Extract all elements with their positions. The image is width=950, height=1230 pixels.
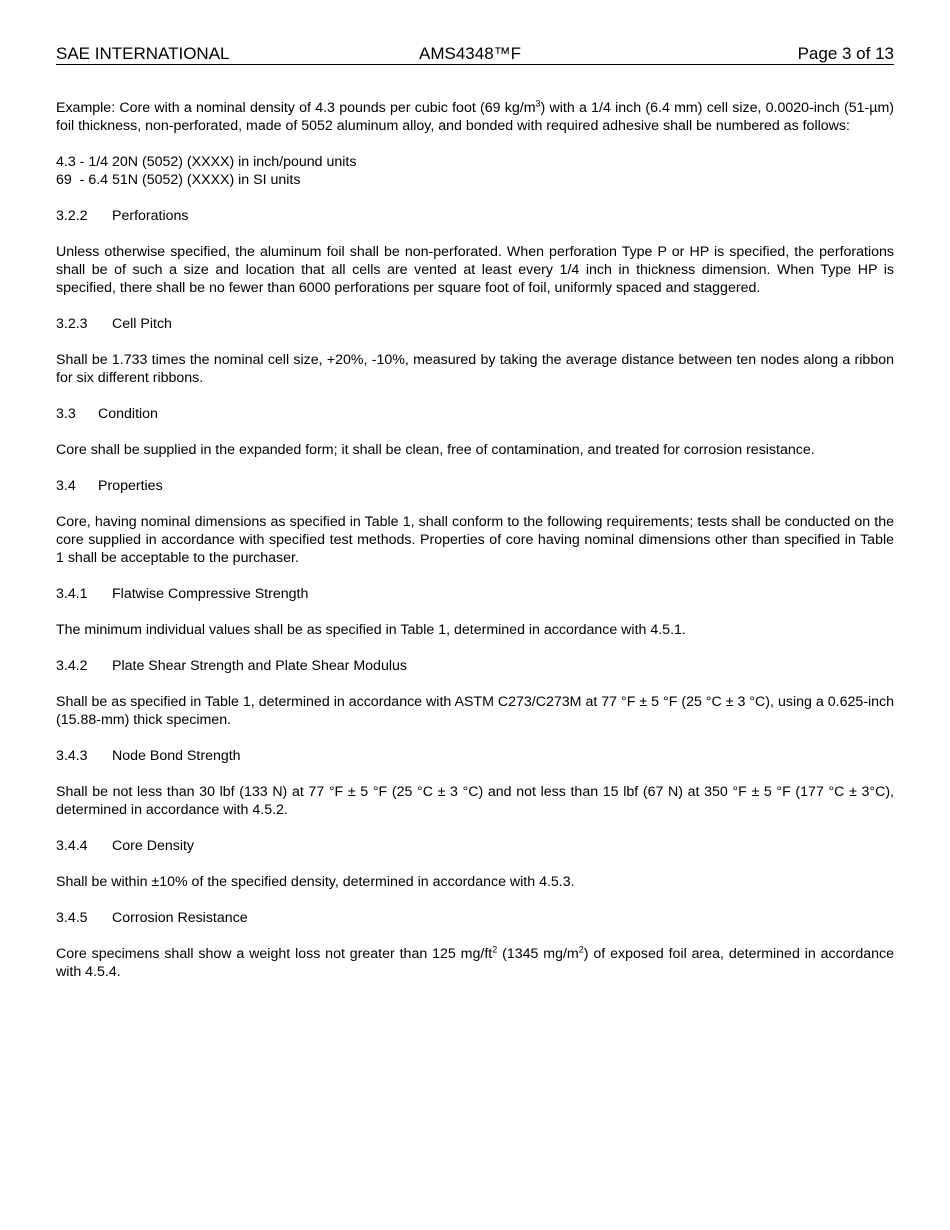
section-heading-3-4: 3.4 Properties [56,478,163,494]
page-header [56,44,894,65]
header-document-id: AMS4348™F [419,44,522,63]
section-body-3-3: Core shall be supplied in the expanded form; it shall be clean, free of contamination, and treated for corrosion resistance. [56,442,815,458]
section-heading-3-3: 3.3 Condition [56,406,158,422]
section-body-3-2-2: Unless otherwise specified, the aluminum foil shall be non-perforated. When perforation Type P or HP is specified, the perforations shall be of such a size and location that all cells are vented at least every 1/4 inch in thickness dimension. When Type HP is specified, there shall be no fewer than 6000 perforations per square foot of foil, uniformly spaced and staggered. [56,244,894,296]
header-organization: SAE INTERNATIONAL [56,44,230,63]
example-line-si: 69 - 6.4 51N (5052) (XXXX) in SI units [56,172,301,188]
section-body-3-4: Core, having nominal dimensions as specified in Table 1, shall conform to the following requirements; tests shall be conducted on the core supplied in accordance with specified test methods. Properties of core having nominal dimensions other than specified in Table 1 shall be acceptable to the purchaser. [56,514,894,566]
section-heading-3-2-3: 3.2.3 Cell Pitch [56,316,172,332]
section-heading-3-4-2: 3.4.2 Plate Shear Strength and Plate Shear Modulus [56,658,407,674]
section-body-3-4-1: The minimum individual values shall be as specified in Table 1, determined in accordance with 4.5.1. [56,622,686,638]
section-body-3-4-3: Shall be not less than 30 lbf (133 N) at 77 °F ± 5 °F (25 °C ± 3 °C) and not less than 15 lbf (67 N) at 350 °F ± 5 °F (177 °C ± 3°C), determined in accordance with 4.5.2. [56,784,894,818]
example-paragraph: Example: Core with a nominal density of 4.3 pounds per cubic foot (69 $kg/m^3$) with a 1/4 inch (6.4 mm) cell size, 0.0020-inch (51-µm) foil thickness, non-perforated, made of 5052 aluminum alloy, and bonded with required adhesive shall be numbered as follows: [56,98,894,134]
section-heading-3-4-5: 3.4.5 Corrosion Resistance [56,910,248,926]
page-content [56,99,894,981]
header-page-number: Page 3 of 13 [797,44,894,63]
section-heading-3-4-3: 3.4.3 Node Bond Strength [56,748,241,764]
section-body-3-4-5: Core specimens shall show a weight loss not greater than 125 $mg/ft^2$ (1345 $mg/m^2$) of exposed foil area, determined in accordance with 4.5.4. [56,944,894,980]
document-page [56,44,894,999]
example-designation-lines [56,153,894,189]
section-heading-3-4-4: 3.4.4 Core Density [56,838,195,854]
section-heading-3-4-1: 3.4.1 Flatwise Compressive Strength [56,586,309,602]
section-heading-3-2-2: 3.2.2 Perforations [56,208,189,224]
section-body-3-4-2: Shall be as specified in Table 1, determined in accordance with ASTM C273/C273M at 77 °F ± 5 °F (25 °C ± 3 °C), using a 0.625-inch (15.88-mm) thick specimen. [56,694,894,728]
section-body-3-4-4: Shall be within ±10% of the specified density, determined in accordance with 4.5.3. [56,874,575,890]
section-body-3-2-3: Shall be 1.733 times the nominal cell size, +20%, -10%, measured by taking the average distance between ten nodes along a ribbon for six different ribbons. [56,352,894,386]
example-line-inch-pound: 4.3 - 1/4 20N (5052) (XXXX) in inch/pound units [56,154,357,170]
